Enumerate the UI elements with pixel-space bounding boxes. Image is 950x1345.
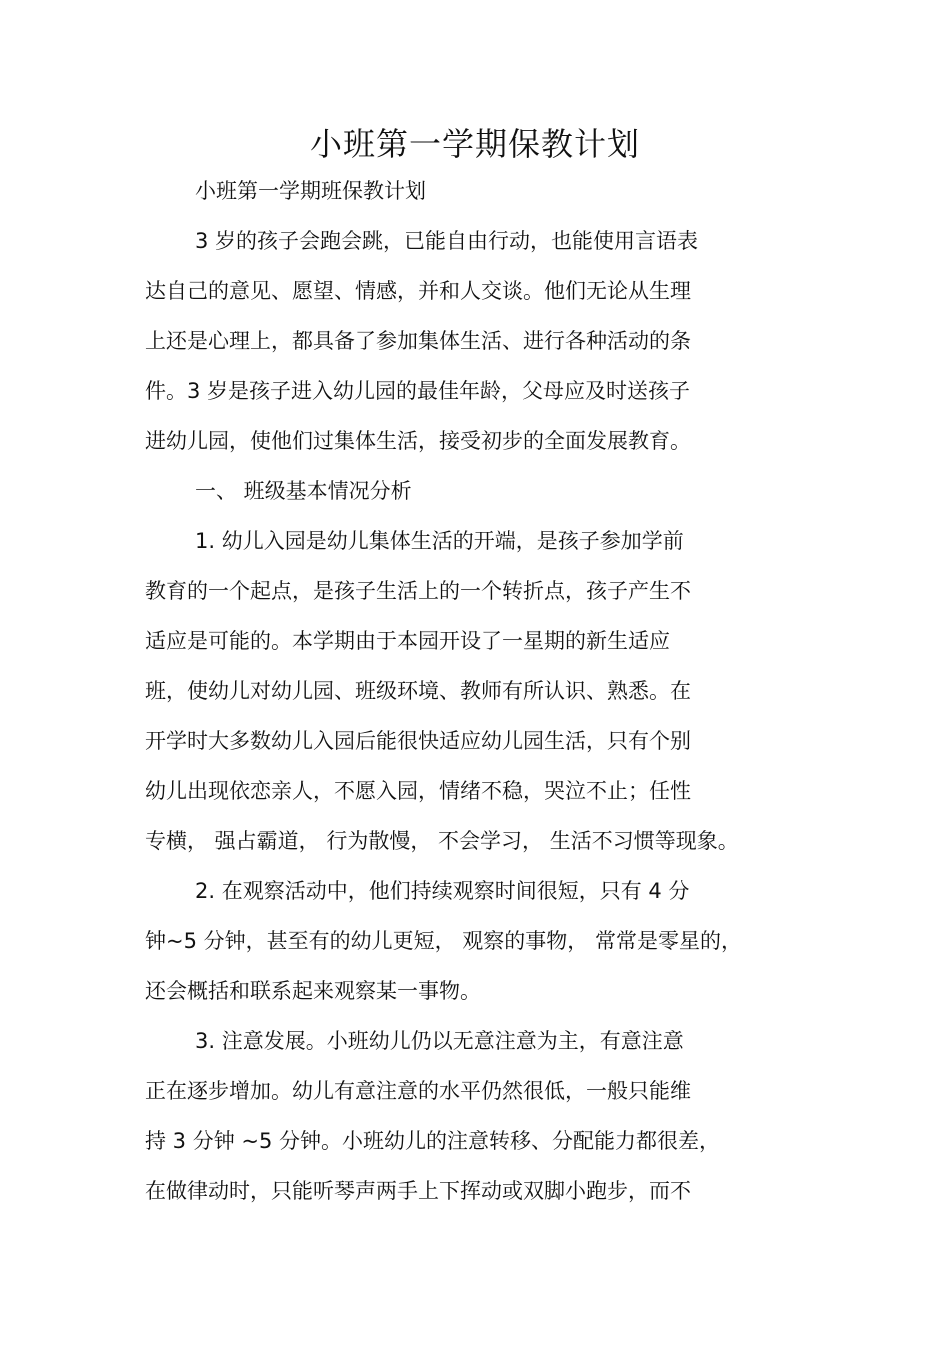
paragraph-line: 在做律动时，只能听琴声两手上下挥动或双脚小跑步，而不 — [145, 1179, 691, 1203]
paragraph-line: 上还是心理上，都具备了参加集体生活、进行各种活动的条 — [145, 329, 691, 353]
paragraph-line: 开学时大多数幼儿入园后能很快适应幼儿园生活，只有个别 — [145, 729, 691, 753]
document-title: 小班第一学期保教计划 — [309, 125, 640, 163]
paragraph-line: 还会概括和联系起来观察某一事物。 — [145, 979, 481, 1003]
paragraph-line: 适应是可能的。本学期由于本园开设了一星期的新生适应 — [145, 629, 670, 653]
paragraph-line: 班，使幼儿对幼儿园、班级环境、教师有所认识、熟悉。在 — [145, 679, 691, 703]
paragraph-line: 3 岁的孩子会跑会跳，已能自由行动，也能使用言语表 — [195, 229, 699, 253]
paragraph-line: 1. 幼儿入园是幼儿集体生活的开端，是孩子参加学前 — [195, 529, 684, 553]
paragraph-line: 专横， 强占霸道， 行为散慢， 不会学习， 生活不习惯等现象。 — [145, 829, 739, 853]
paragraph-line: 正在逐步增加。幼儿有意注意的水平仍然很低，一般只能维 — [145, 1079, 691, 1103]
paragraph-line: 持 3 分钟 ~5 分钟。小班幼儿的注意转移、分配能力都很差， — [145, 1129, 721, 1153]
paragraph-line: 3. 注意发展。小班幼儿仍以无意注意为主，有意注意 — [195, 1029, 684, 1053]
paragraph-line: 幼儿出现依恋亲人，不愿入园，情绪不稳，哭泣不止；任性 — [145, 779, 691, 803]
section-heading: 一、 班级基本情况分析 — [195, 479, 412, 503]
paragraph-line: 2. 在观察活动中，他们持续观察时间很短，只有 4 分 — [195, 879, 690, 903]
paragraph-line: 教育的一个起点，是孩子生活上的一个转折点，孩子产生不 — [145, 579, 691, 603]
subtitle-line: 小班第一学期班保教计划 — [195, 179, 426, 203]
paragraph-line: 钟~5 分钟，甚至有的幼儿更短， 观察的事物， 常常是零星的， — [145, 929, 742, 953]
paragraph-line: 进幼儿园，使他们过集体生活，接受初步的全面发展教育。 — [145, 429, 691, 453]
paragraph-line: 达自己的意见、愿望、情感，并和人交谈。他们无论从生理 — [145, 279, 691, 303]
paragraph-line: 件。3 岁是孩子进入幼儿园的最佳年龄，父母应及时送孩子 — [145, 379, 691, 403]
